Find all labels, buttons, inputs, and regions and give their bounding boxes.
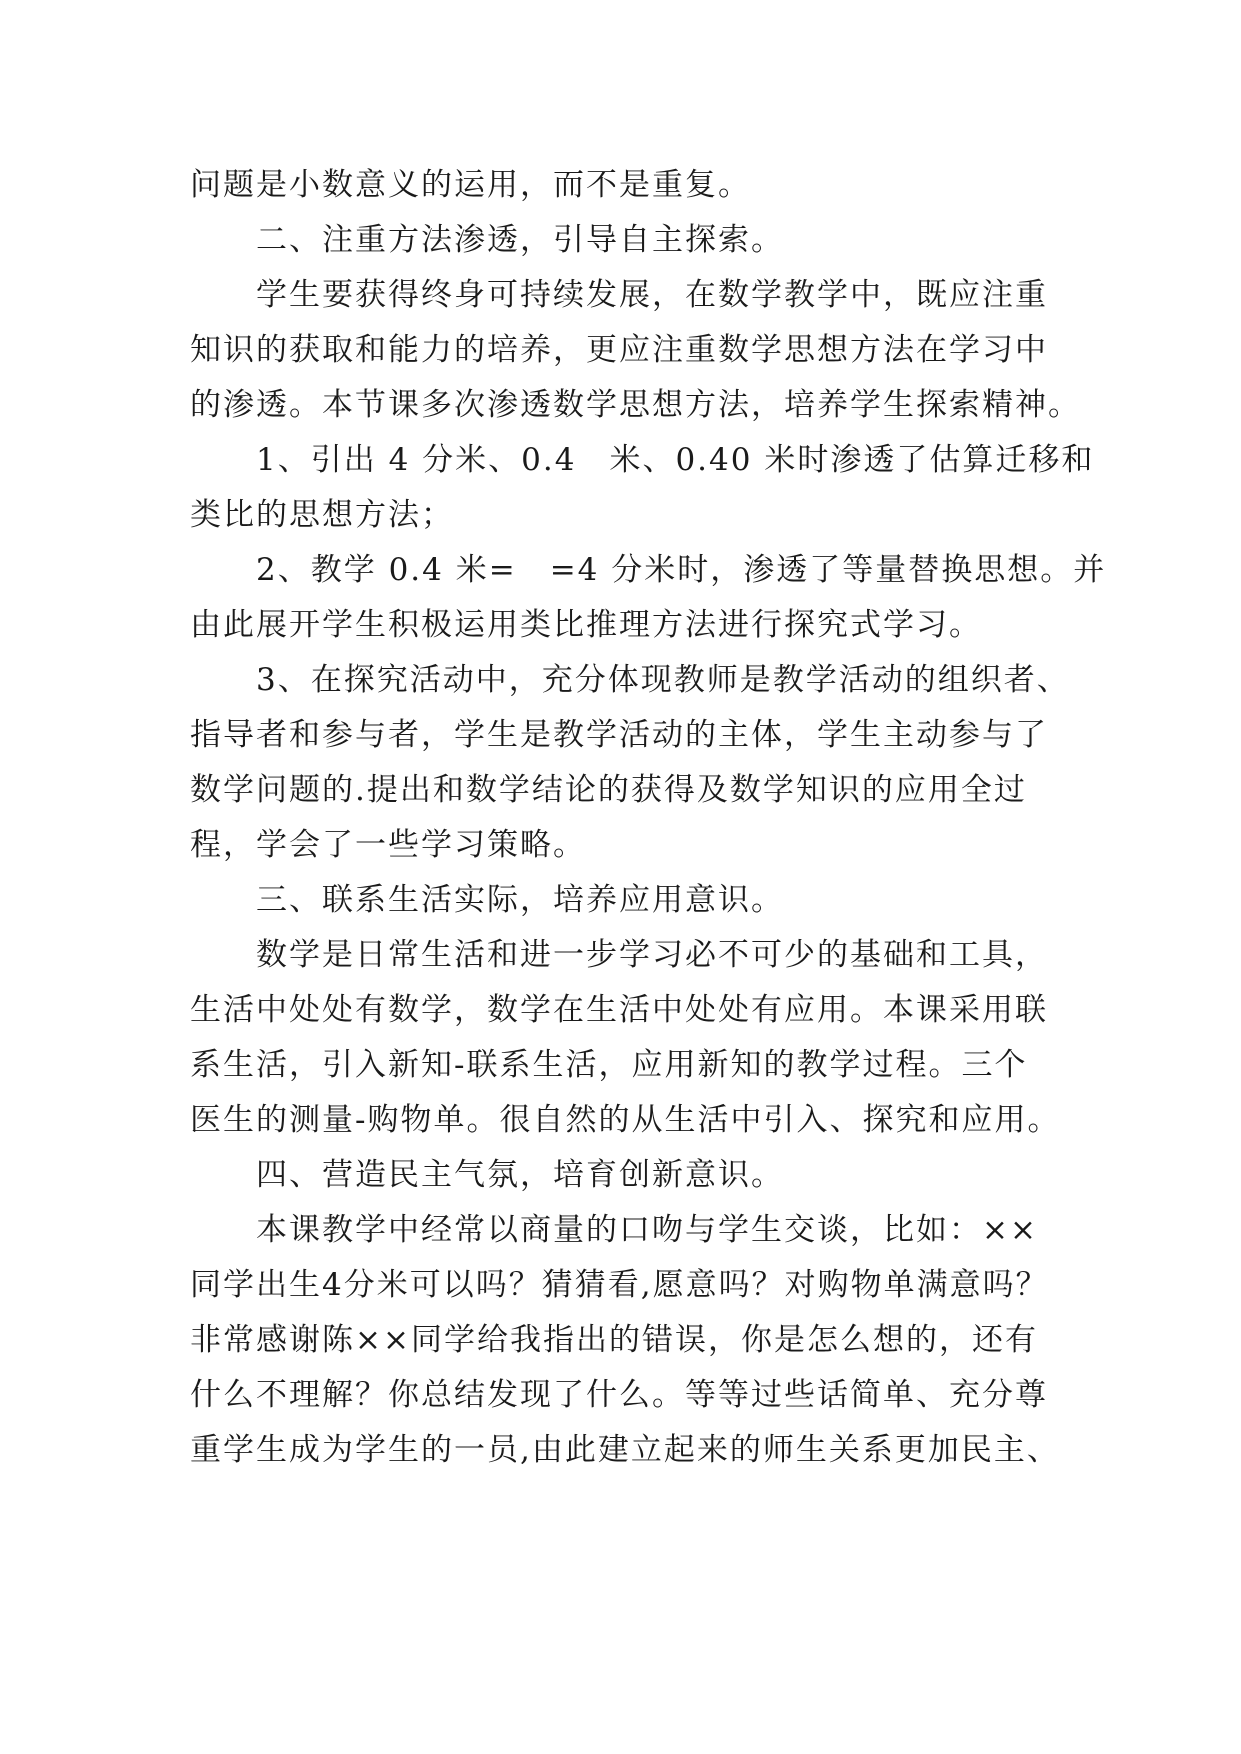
section-heading: 三、联系生活实际，培养应用意识。 — [256, 882, 784, 918]
section-heading: 四、营造民主气氛，培育创新意识。 — [256, 1157, 784, 1193]
paragraph-line: 数学是日常生活和进一步学习必不可少的基础和工具， — [256, 937, 1048, 973]
list-item-3: 3、在探究活动中，充分体现教师是教学活动的组织者、 — [256, 662, 1070, 698]
list-item-1: 1、引出 4 分米、0.4 米、0.40 米时渗透了估算迁移和 — [256, 442, 1095, 478]
text-line: 医生的测量-购物单。很自然的从生活中引入、探究和应用。 — [190, 1102, 1061, 1138]
text-line: 生活中处处有数学，数学在生活中处处有应用。本课采用联 — [190, 992, 1048, 1028]
text-line: 非常感谢陈××同学给我指出的错误，你是怎么想的，还有 — [190, 1322, 1038, 1358]
text-line: 由此展开学生积极运用类比推理方法进行探究式学习。 — [190, 607, 982, 643]
text-line: 同学出生4分米可以吗？猜猜看,愿意吗？对购物单满意吗？ — [190, 1267, 1049, 1303]
paragraph-line: 学生要获得终身可持续发展，在数学教学中，既应注重 — [256, 277, 1048, 313]
text-line: 重学生成为学生的一员,由此建立起来的师生关系更加民主、 — [190, 1432, 1060, 1468]
text-line: 的渗透。本节课多次渗透数学思想方法，培养学生探索精神。 — [190, 387, 1081, 423]
text-line: 系生活，引入新知-联系生活，应用新知的教学过程。三个 — [190, 1047, 1028, 1083]
text-line: 程，学会了一些学习策略。 — [190, 827, 586, 863]
text-line: 数学问题的.提出和数学结论的获得及数学知识的应用全过 — [190, 772, 1027, 808]
text-line: 类比的思想方法； — [190, 497, 454, 533]
section-heading: 二、注重方法渗透，引导自主探索。 — [256, 222, 784, 258]
paragraph-line: 本课教学中经常以商量的口吻与学生交谈，比如：×× — [256, 1212, 1038, 1248]
text-line: 知识的获取和能力的培养，更应注重数学思想方法在学习中 — [190, 332, 1048, 368]
list-item-2: 2、教学 0.4 米= =4 分米时，渗透了等量替换思想。并 — [256, 552, 1107, 588]
text-line: 什么不理解？你总结发现了什么。等等过些话简单、充分尊 — [190, 1377, 1048, 1413]
body-text — [190, 158, 1107, 1478]
text-line: 指导者和参与者，学生是教学活动的主体，学生主动参与了 — [190, 717, 1048, 753]
text-line: 问题是小数意义的运用，而不是重复。 — [190, 167, 751, 203]
